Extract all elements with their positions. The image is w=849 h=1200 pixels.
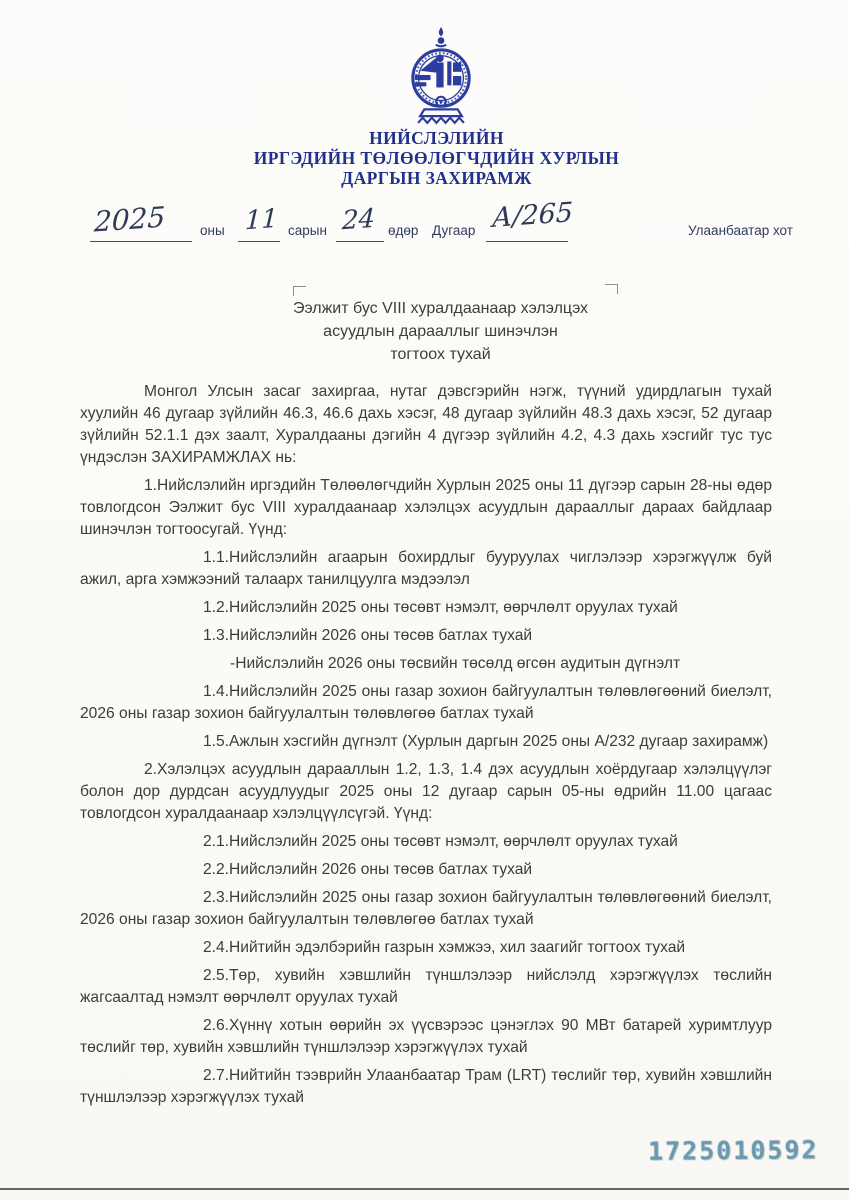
paragraph-preamble: Монгол Улсын засаг захиргаа, нутаг дэвсгэрийн нэгж, түүний удирдлагын тухай хуулийн 46 дугаар зүйлийн 46.3, 46.6 дахь хэсэг, 48 дугаар зүйлийн 48.3 дахь хэсэг, 52 дугаар зүйлийн 52.1.1 дэх заалт, Хуралдааны дэгийн 4 дүгээр зүйлийн 4.2, 4.3 дахь хэсгийг тус тус үндэслэн ЗАХИРАМЖЛАХ нь:: [80, 383, 772, 466]
handwritten-year: 2025: [93, 200, 166, 239]
org-line-3: ДАРГЫН ЗАХИРАМЖ: [341, 168, 532, 188]
title-line-3: тогтоох тухай: [390, 346, 491, 363]
corner-mark-right-icon: [605, 284, 618, 294]
org-line-1: НИЙСЛЭЛИЙН: [369, 128, 504, 148]
paragraph-item-2-3: 2.3.Нийслэлийн 2025 оны газар зохион байгуулалтын төлөвлөгөөний биелэлт, 2026 оны газар зохион байгуулалтын төлөвлөгөө батлах тухай: [80, 889, 772, 928]
paragraph-item-2: 2.Хэлэлцэх асуудлын дарааллын 1.2, 1.3, 1.4 дэх асуудлын хоёрдугаар хэлэлцүүлэг болон дор дурдсан асуудлуудыг 2025 оны 12 дугаар сарын 05-ны өдрийн 11.00 цагаас товлогдсон хуралдаанаар хэлэлцүүлсүгэй. Үүнд:: [80, 761, 772, 822]
month-underline: [238, 241, 280, 242]
title-line-2: асуудлын дарааллыг шинэчлэн: [323, 323, 558, 340]
paragraph-item-1-2: 1.2.Нийслэлийн 2025 оны төсөвт нэмэлт, өөрчлөлт оруулах тухай: [203, 599, 678, 616]
paragraph-item-2-7: 2.7.Нийтийн тээврийн Улаанбаатар Трам (LRT) төслийг төр, хувийн хэвшлийн түншлэлээр хэрэгжүүлэх тухай: [80, 1067, 772, 1106]
scan-edge-line: [0, 1188, 849, 1190]
number-label: Дугаар: [432, 223, 476, 238]
day-label: өдөр: [388, 223, 419, 238]
document-title: [293, 297, 588, 366]
paragraph-item-2-6: 2.6.Хүннү хотын өөрийн эх үүсвэрээс цэнэглэх 90 МВт батарей хуримтлуур төслийг төр, хувийн хэвшлийн түншлэлээр хэрэгжүүлэх тухай: [80, 1017, 772, 1056]
year-label: оны: [200, 223, 225, 238]
stamp-number: 1725010592: [647, 1135, 819, 1166]
ulaanbaatar-city-emblem-icon: [406, 26, 476, 126]
handwritten-day: 24: [341, 203, 376, 237]
city-label: Улаанбаатар хот: [688, 223, 793, 238]
paragraph-item-1-1: 1.1.Нийслэлийн агаарын бохирдлыг бууруулах чиглэлээр хэрэгжүүлж буй ажил, арга хэмжээний талаарх танилцуулга мэдээлэл: [80, 549, 772, 588]
paragraph-item-2-5: 2.5.Төр, хувийн хэвшлийн түншлэлээр нийслэлд хэрэгжүүлэх төслийн жагсаалтад нэмэлт өөрчлөлт оруулах тухай: [80, 967, 772, 1006]
document-body: [80, 381, 772, 1115]
title-line-1: Ээлжит бус VIII хуралдаанаар хэлэлцэх: [292, 300, 589, 317]
paragraph-audit-note: -Нийслэлийн 2026 оны төсвийн төсөлд өгсөн аудитын дүгнэлт: [230, 655, 681, 672]
year-underline: [90, 241, 192, 242]
paragraph-item-1-5: 1.5.Ажлын хэсгийн дүгнэлт (Хурлын даргын 2025 оны А/232 дугаар захирамж): [203, 733, 769, 750]
handwritten-number: А/265: [491, 197, 574, 234]
paragraph-item-1: 1.Нийслэлийн иргэдийн Төлөөлөгчдийн Хурлын 2025 оны 11 дүгээр сарын 28-ны өдөр товлогдсон Ээлжит бус VIII хуралдаанаар хэлэлцэх асуудлын дарааллыг дараах байдлаар шинэчлэн тогтоосугай. Үүнд:: [80, 477, 772, 538]
month-label: сарын: [288, 223, 327, 238]
corner-mark-left-icon: [293, 286, 306, 296]
paragraph-item-2-2: 2.2.Нийслэлийн 2026 оны төсөв батлах тухай: [203, 861, 533, 878]
paragraph-item-2-4: 2.4.Нийтийн эдэлбэрийн газрын хэмжээ, хил заагийг тогтоох тухай: [203, 939, 686, 956]
number-underline: [486, 241, 568, 242]
day-underline: [336, 241, 384, 242]
paragraph-item-2-1: 2.1.Нийслэлийн 2025 оны төсөвт нэмэлт, өөрчлөлт оруулах тухай: [203, 833, 678, 850]
handwritten-month: 11: [244, 203, 279, 237]
paragraph-item-1-3: 1.3.Нийслэлийн 2026 оны төсөв батлах тухай: [203, 627, 533, 644]
org-header: [254, 128, 620, 188]
paragraph-item-1-4: 1.4.Нийслэлийн 2025 оны газар зохион байгуулалтын төлөвлөгөөний биелэлт, 2026 оны газар зохион байгуулалтын төлөвлөгөө батлах тухай: [80, 683, 772, 722]
org-line-2: ИРГЭДИЙН ТӨЛӨӨЛӨГЧДИЙН ХУРЛЫН: [253, 148, 620, 168]
